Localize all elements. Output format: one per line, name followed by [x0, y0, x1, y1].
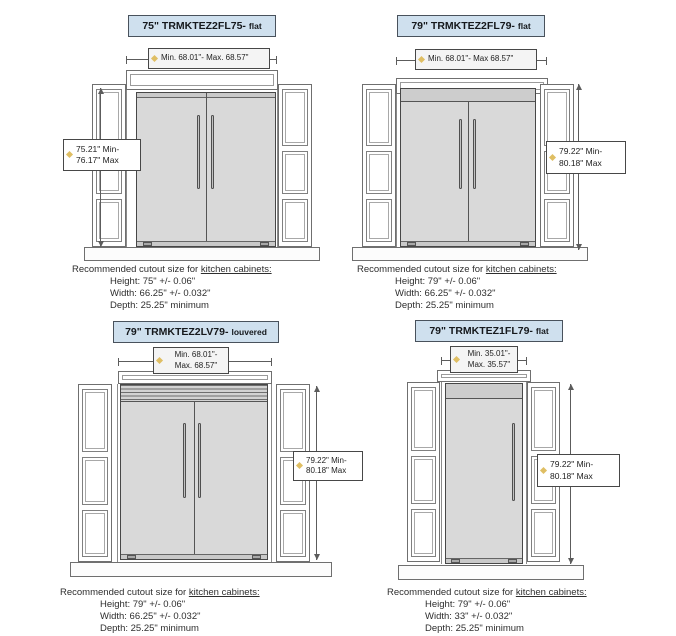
model-title-banner	[397, 15, 545, 37]
cabinet-panel	[82, 457, 108, 504]
height-max-text: 76.17" Max	[76, 155, 119, 165]
refrigerator	[400, 88, 536, 247]
cabinet-panel	[282, 199, 308, 242]
cabinet-panel	[531, 509, 556, 557]
model-number: 79" TRMKTEZ2LV79-	[125, 326, 229, 338]
cutout-specs	[387, 587, 587, 636]
diamond-icon	[453, 355, 460, 362]
cutout-heading: Recommended cutout size for kitchen cabinets:	[387, 587, 587, 598]
height-dimension-label	[63, 139, 141, 171]
fridge-bottom-trim	[401, 241, 535, 246]
door-divider	[206, 93, 207, 246]
height-dimension-label	[293, 451, 363, 481]
cutout-height: Height: 79" +/- 0.06"	[425, 599, 511, 611]
fridge-foot	[508, 559, 517, 563]
height-min-text: 75.21" Min-	[76, 143, 120, 154]
cabinet-panel	[282, 89, 308, 146]
width-min-text: Min. 35.01"-	[467, 349, 511, 359]
left-cabinet-column	[78, 384, 112, 562]
diamond-icon	[66, 151, 73, 158]
fridge-foot	[143, 242, 152, 246]
cabinet-panel	[280, 389, 306, 452]
diamond-icon	[540, 466, 547, 473]
cutout-height: Height: 79" +/- 0.06"	[395, 276, 481, 288]
model-style-suffix: flat	[248, 21, 262, 31]
height-min-text: 79.22" Min-	[306, 455, 347, 465]
upper-cabinet	[126, 70, 278, 90]
model-number: 79" TRMKTEZ1FL79-	[429, 325, 533, 337]
height-min-text: 79.22" Min-	[559, 146, 603, 157]
toe-base	[398, 565, 584, 580]
cutout-depth: Depth: 25.25" minimum	[110, 300, 209, 312]
left-cabinet-column	[407, 382, 440, 562]
door-divider	[194, 401, 195, 559]
width-dimension-label	[153, 347, 229, 374]
cabinet-panel	[544, 199, 570, 242]
left-cabinet-column	[362, 84, 396, 247]
width-dimension-label	[450, 346, 518, 373]
width-max-text: Max. 68.57"	[174, 360, 218, 370]
diamond-icon	[549, 153, 556, 160]
cabinet-panel	[411, 456, 436, 504]
cutout-width: Width: 66.25" +/- 0.032"	[110, 288, 211, 300]
recess-wall-left	[396, 94, 397, 247]
width-dimension-text: Min. 68.01"- Max. 68.57"	[161, 53, 249, 63]
diamond-icon	[296, 462, 303, 469]
door-handle	[211, 115, 214, 189]
fridge-foot	[127, 555, 136, 559]
refrigerator	[136, 92, 276, 247]
louvered-vent	[121, 385, 267, 402]
fridge-foot	[252, 555, 261, 559]
cutout-height: Height: 75" +/- 0.06"	[110, 276, 196, 288]
model-style-suffix: flat	[517, 21, 531, 31]
refrigerator	[445, 383, 523, 564]
right-cabinet-column	[278, 84, 312, 247]
fridge-top-panel	[446, 384, 522, 399]
model-style-suffix: louvered	[231, 327, 267, 337]
cabinet-panel	[366, 199, 392, 242]
diamond-icon	[156, 356, 163, 363]
door-handle	[198, 423, 201, 498]
door-handle	[512, 423, 515, 501]
model-style-suffix: flat	[535, 326, 549, 336]
height-max-text: 80.18" Max	[559, 157, 602, 168]
cabinet-panel	[531, 387, 556, 451]
diamond-icon	[151, 54, 158, 61]
door-divider	[468, 101, 469, 246]
cutout-depth: Depth: 25.25" minimum	[425, 623, 524, 635]
cutout-width: Width: 66.25" +/- 0.032"	[395, 288, 496, 300]
width-dimension-text: Min. 68.01"- Max 68.57"	[428, 54, 514, 64]
toe-base	[70, 562, 332, 577]
height-dimension-label	[546, 141, 626, 174]
cabinet-panel	[366, 151, 392, 194]
fridge-bottom-trim	[121, 554, 267, 559]
model-number: 79" TRMKTEZ2FL79-	[411, 20, 515, 32]
cabinet-panel	[82, 510, 108, 557]
width-min-text: Min. 68.01"-	[174, 350, 218, 360]
toe-base	[84, 247, 320, 261]
cabinet-panel	[544, 89, 570, 146]
cabinet-panel	[280, 510, 306, 557]
model-number: 75" TRMKTEZ2FL75-	[142, 20, 246, 32]
model-title-banner	[415, 320, 563, 342]
cutout-width: Width: 33" +/- 0.032"	[425, 611, 513, 623]
cutout-width: Width: 66.25" +/- 0.032"	[100, 611, 201, 623]
cutout-depth: Depth: 25.25" minimum	[395, 300, 494, 312]
cutout-specs	[60, 587, 260, 636]
cutout-specs	[357, 264, 557, 313]
fridge-bottom-trim	[137, 241, 275, 246]
cutout-depth: Depth: 25.25" minimum	[100, 623, 199, 635]
toe-base	[352, 247, 588, 261]
height-min-text: 79.22" Min-	[550, 459, 594, 470]
cutout-specs	[72, 264, 272, 313]
recess-wall-left	[117, 384, 118, 562]
cutout-heading: Recommended cutout size for kitchen cabinets:	[357, 264, 557, 275]
cabinet-panel	[411, 387, 436, 451]
cutout-heading: Recommended cutout size for kitchen cabinets:	[60, 587, 260, 598]
height-dimension-label	[537, 454, 620, 487]
fridge-foot	[260, 242, 269, 246]
cutout-heading: Recommended cutout size for kitchen cabinets:	[72, 264, 272, 275]
door-handle	[473, 119, 476, 189]
model-title-banner	[128, 15, 276, 37]
fridge-foot	[451, 559, 460, 563]
door-handle	[183, 423, 186, 498]
fridge-foot	[407, 242, 416, 246]
model-title-banner	[113, 321, 279, 343]
door-handle	[459, 119, 462, 189]
width-max-text: Max. 35.57"	[467, 359, 511, 369]
cutout-height: Height: 79" +/- 0.06"	[100, 599, 186, 611]
height-max-text: 80.18" Max	[550, 470, 593, 481]
diamond-icon	[418, 55, 425, 62]
cabinet-panel	[282, 151, 308, 194]
recess-wall-left	[441, 382, 442, 564]
fridge-foot	[520, 242, 529, 246]
width-dimension-label	[148, 48, 270, 69]
recess-wall-right	[271, 384, 272, 562]
door-handle	[197, 115, 200, 189]
cabinet-panel	[411, 509, 436, 557]
cabinet-panel	[366, 89, 392, 146]
cabinet-panel	[82, 389, 108, 452]
refrigerator	[120, 384, 268, 560]
width-dimension-label	[415, 49, 537, 70]
height-max-text: 80.18" Max	[306, 466, 347, 475]
